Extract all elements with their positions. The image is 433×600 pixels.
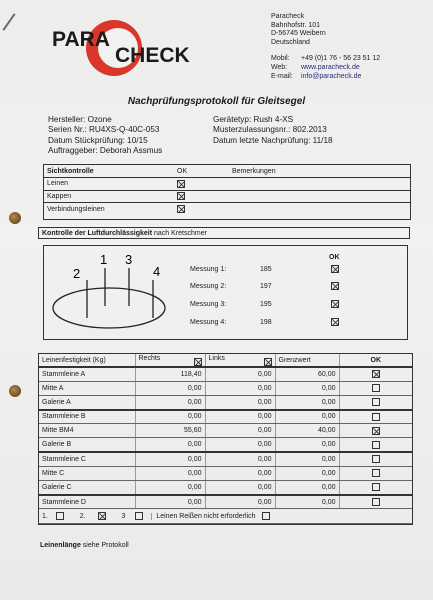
fest-links: 0,00 xyxy=(205,438,275,452)
links-checkbox[interactable] xyxy=(264,358,272,366)
sicht-label: Kappen xyxy=(44,190,174,203)
mess-label: Messung 1: xyxy=(190,266,227,273)
fest-ok-checkbox[interactable] xyxy=(372,469,380,477)
fest-links: 0,00 xyxy=(205,395,275,409)
fest-links: 0,00 xyxy=(205,367,275,381)
diagram-number: 1 xyxy=(100,252,108,267)
diagram-number: 2 xyxy=(73,266,81,281)
fest-rechts: 0,00 xyxy=(135,481,205,495)
fest-rechts: 0,00 xyxy=(135,395,205,409)
mess-value: 198 xyxy=(260,319,272,326)
mess-label: Messung 3: xyxy=(190,301,227,308)
phone-label: Mobil: xyxy=(271,55,290,63)
mess-checkbox[interactable] xyxy=(331,265,339,273)
mess-value: 185 xyxy=(260,266,272,273)
sicht-row xyxy=(44,203,410,216)
foot-text: Leinen Reißen nicht erforderlich xyxy=(151,513,255,520)
mess-ok-header: OK xyxy=(329,254,340,261)
fest-rechts: 0,00 xyxy=(135,466,205,480)
luft-header-rest: nach Kretschmer xyxy=(152,230,207,237)
info-right xyxy=(213,115,333,146)
fest-rechts: 0,00 xyxy=(135,381,205,395)
foot-label-1: 1. xyxy=(42,512,48,520)
email-link[interactable]: info@paracheck.de xyxy=(301,72,362,80)
pencil-mark xyxy=(2,13,15,31)
fest-ok-checkbox[interactable] xyxy=(372,384,380,392)
fest-name: Galerie A xyxy=(39,395,135,409)
fest-links: 0,00 xyxy=(205,424,275,438)
fest-name: Galerie C xyxy=(39,481,135,495)
sicht-label: Leinen xyxy=(44,178,174,191)
fest-grenzwert: 0,00 xyxy=(275,481,339,495)
sicht-header: Sichtkontrolle xyxy=(44,165,174,178)
fest-ok-checkbox[interactable] xyxy=(372,498,380,506)
fest-rechts: 0,00 xyxy=(135,495,205,509)
fest-grenzwert: 0,00 xyxy=(275,466,339,480)
info-left xyxy=(48,115,162,157)
paracheck-logo xyxy=(52,18,192,78)
logo-text-left: PARA xyxy=(52,28,110,51)
fest-rechts: 0,00 xyxy=(135,452,205,466)
mess-checkbox[interactable] xyxy=(331,300,339,308)
fest-links: 0,00 xyxy=(205,381,275,395)
fest-footer-row xyxy=(39,509,412,523)
fest-header-links: Links xyxy=(205,354,275,367)
sicht-remarks-header: Bemerkungen xyxy=(229,165,410,178)
fest-row xyxy=(39,381,412,395)
foot-label-2: 2. xyxy=(79,512,86,520)
fest-grenzwert: 40,00 xyxy=(275,424,339,438)
sicht-ok-header: OK xyxy=(174,165,229,178)
fest-header-ok: OK xyxy=(339,354,412,367)
info-letzte-pruefung: Datum letzte Nachprüfung: 11/18 xyxy=(213,135,333,145)
info-auftraggeber: Auftraggeber: Deborah Assmus xyxy=(48,146,163,156)
web-link[interactable]: www.paracheck.de xyxy=(301,63,360,71)
fest-ok-cell xyxy=(339,367,412,381)
luft-header-bold: Kontrolle der Luftdurchlässigkeit xyxy=(42,230,153,237)
fest-links: 0,00 xyxy=(205,466,275,480)
fest-ok-checkbox[interactable] xyxy=(372,441,380,449)
fest-links: 0,00 xyxy=(205,452,275,466)
punch-hole-bottom xyxy=(9,385,21,397)
sicht-label: Verbindungsleinen xyxy=(47,205,105,213)
fest-ok-cell xyxy=(339,466,412,480)
sicht-header-row xyxy=(44,165,410,178)
fest-ok-checkbox[interactable] xyxy=(372,398,380,406)
fest-ok-checkbox[interactable] xyxy=(372,455,380,463)
fest-links: 0,00 xyxy=(205,481,275,495)
fest-header-leinen: Leinenfestigkeit (Kg) xyxy=(39,354,135,367)
fest-ok-checkbox[interactable] xyxy=(372,427,380,435)
company-country: Deutschland xyxy=(271,38,310,46)
foot-checkbox-2[interactable] xyxy=(98,512,106,520)
foot-label-3: 3 xyxy=(121,512,126,520)
fest-name: Stammleine B xyxy=(39,410,135,424)
fest-rechts: 55,60 xyxy=(135,424,205,438)
punch-hole-top xyxy=(9,212,21,224)
company-street: Bahnhofstr. 101 xyxy=(271,21,321,29)
fest-name: Mitte A xyxy=(39,381,135,395)
fest-row xyxy=(39,424,412,438)
sichtkontrolle-table xyxy=(44,165,410,215)
fest-rechts: 118,40 xyxy=(135,367,205,381)
sicht-checkbox[interactable] xyxy=(177,192,185,200)
web-label: Web: xyxy=(271,63,288,71)
info-stueckpruefung: Datum Stückprüfung: 10/15 xyxy=(48,135,148,145)
fest-grenzwert: 0,00 xyxy=(275,381,339,395)
fest-grenzwert: 0,00 xyxy=(275,395,339,409)
leinenfestigkeit-table xyxy=(39,354,412,524)
info-seriennr: Serien Nr.: RU4XS-Q-40C-053 xyxy=(48,125,160,135)
foot-checkbox-3[interactable] xyxy=(135,512,143,520)
fest-row xyxy=(39,395,412,409)
fest-grenzwert: 60,00 xyxy=(275,367,339,381)
company-name: Paracheck xyxy=(271,13,305,20)
fest-name: Stammleine C xyxy=(39,452,135,466)
fest-name: Stammleine D xyxy=(39,495,135,509)
info-geraetetyp: Gerätetyp: Rush 4-XS xyxy=(213,115,294,124)
diagram-number: 4 xyxy=(153,264,161,279)
sichtkontrolle-box xyxy=(43,164,411,220)
fest-ok-cell xyxy=(339,381,412,395)
fest-header-rechts: Rechts xyxy=(135,354,205,367)
fest-name: Galerie B xyxy=(39,438,135,452)
fest-header-row xyxy=(39,354,412,367)
fest-header-grenzwert: Grenzwert xyxy=(275,354,339,367)
glider-diagram xyxy=(49,248,189,338)
fest-grenzwert: 0,00 xyxy=(275,438,339,452)
fest-ok-cell xyxy=(339,424,412,438)
fest-row xyxy=(39,452,412,466)
fest-ok-cell xyxy=(339,495,412,509)
fest-row xyxy=(39,367,412,381)
leinenfestigkeit-box xyxy=(38,353,413,525)
company-city: D-56745 Weibern xyxy=(271,30,326,38)
fest-row xyxy=(39,466,412,480)
mess-checkbox[interactable] xyxy=(331,318,339,326)
fest-name: Stammleine A xyxy=(39,367,135,381)
fest-name: Mitte C xyxy=(39,466,135,480)
mess-label: Messung 2: xyxy=(190,283,227,290)
fest-ok-checkbox[interactable] xyxy=(372,413,380,421)
leinenlaenge-note xyxy=(40,542,129,549)
mess-checkbox[interactable] xyxy=(331,282,339,290)
sicht-checkbox[interactable] xyxy=(177,205,185,213)
fest-ok-cell xyxy=(339,410,412,424)
luft-header xyxy=(38,227,410,239)
info-hersteller: Hersteller: Ozone xyxy=(48,115,112,124)
foot-checkbox-reissen[interactable] xyxy=(262,512,270,520)
fest-ok-cell xyxy=(339,438,412,452)
sicht-checkbox[interactable] xyxy=(177,180,185,188)
foot-checkbox-1[interactable] xyxy=(56,512,64,520)
fest-grenzwert: 0,00 xyxy=(275,452,339,466)
fest-row xyxy=(39,481,412,495)
fest-row xyxy=(39,410,412,424)
fest-ok-cell xyxy=(339,481,412,495)
logo-text-right: CHECK xyxy=(115,44,190,67)
fest-row xyxy=(39,495,412,509)
fest-grenzwert: 0,00 xyxy=(275,495,339,509)
fest-row xyxy=(39,438,412,452)
fest-ok-checkbox[interactable] xyxy=(372,370,380,378)
fest-rechts: 0,00 xyxy=(135,410,205,424)
fest-rechts: 0,00 xyxy=(135,438,205,452)
phone-value: +49 (0)1 76 - 56 23 51 12 xyxy=(301,55,381,63)
fest-name: Mitte BM4 xyxy=(39,424,135,438)
company-address xyxy=(271,13,380,81)
mess-value: 195 xyxy=(260,301,272,308)
mess-label: Messung 4: xyxy=(190,319,227,326)
fest-ok-cell xyxy=(339,395,412,409)
rechts-checkbox[interactable] xyxy=(194,358,202,366)
mess-value: 197 xyxy=(260,283,272,290)
leinenlaenge-bold: Leinenlänge xyxy=(40,542,81,549)
info-musterzulassung: Musterzulassungsnr.: 802.2013 xyxy=(213,125,327,135)
email-label: E-mail: xyxy=(271,72,293,80)
fest-links: 0,00 xyxy=(205,495,275,509)
leinenlaenge-rest: siehe Protokoll xyxy=(80,542,129,549)
fest-links: 0,00 xyxy=(205,410,275,424)
sicht-row xyxy=(44,190,410,203)
fest-ok-checkbox[interactable] xyxy=(372,483,380,491)
diagram-number: 3 xyxy=(125,252,133,267)
sicht-row xyxy=(44,178,410,191)
document-title: Nachprüfungsprotokoll für Gleitsegel xyxy=(127,96,306,107)
fest-grenzwert: 0,00 xyxy=(275,410,339,424)
fest-ok-cell xyxy=(339,452,412,466)
